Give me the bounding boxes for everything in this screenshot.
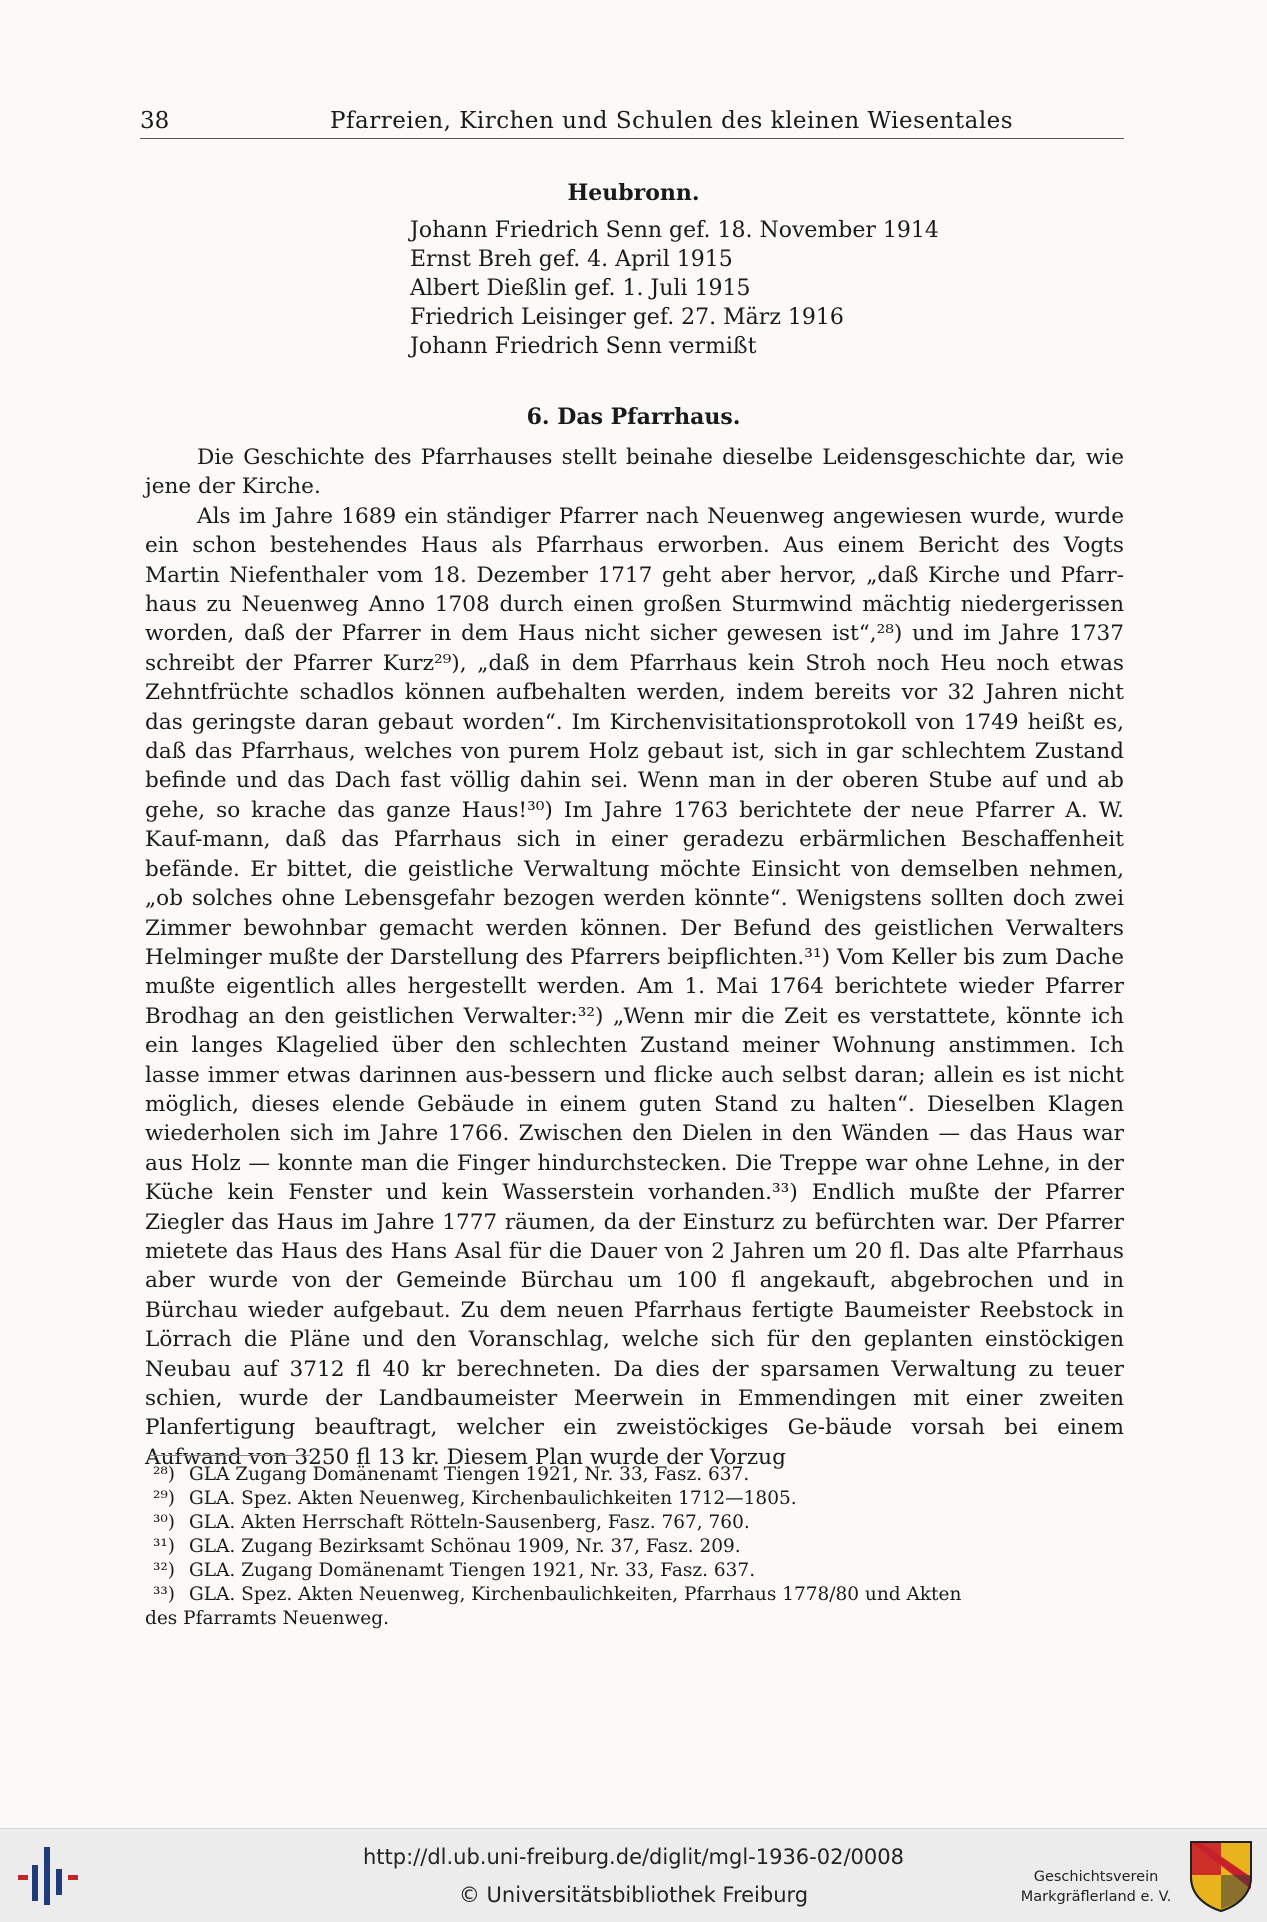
footnote-continuation: des Pfarramts Neuenweg.: [145, 1608, 389, 1629]
body-text: [145, 443, 1124, 1472]
footnote-text: GLA. Akten Herrschaft Rötteln-Sausenberg, Fasz. 767, 760.: [189, 1512, 750, 1533]
footnote-mark: ³³): [152, 1584, 175, 1605]
footnote-mark: ³²): [152, 1560, 175, 1581]
list-item: Albert Dießlin gef. 1. Juli 1915: [410, 276, 751, 301]
society-name-line: Markgräflerland e. V.: [1020, 1889, 1172, 1905]
footnote: [145, 1463, 1124, 1487]
footnote-mark: ³⁰): [152, 1512, 175, 1533]
section-title-heubronn: Heubronn.: [567, 180, 700, 206]
list-item: Friedrich Leisinger gef. 27. März 1916: [410, 305, 844, 330]
paragraph: Die Geschichte des Pfarrhauses stellt beinahe dieselbe Leidensgeschichte dar, wie jene der Kirche.: [145, 445, 1124, 500]
list-item: Ernst Breh gef. 4. April 1915: [410, 247, 733, 272]
footnote: [145, 1487, 1124, 1511]
page-number: 38: [140, 108, 170, 134]
permalink-url[interactable]: http://dl.ub.uni-freiburg.de/diglit/mgl-1936-02/0008: [362, 1845, 904, 1869]
footnotes: [145, 1463, 1124, 1631]
footnote-mark: ²⁹): [152, 1488, 175, 1509]
list-item: Johann Friedrich Senn gef. 18. November 1914: [410, 218, 939, 243]
footnote-text: GLA. Spez. Akten Neuenweg, Kirchenbaulichkeiten 1712—1805.: [189, 1488, 797, 1509]
footnote: [145, 1559, 1124, 1583]
footnote: [145, 1511, 1124, 1535]
list-item: Johann Friedrich Senn vermißt: [410, 334, 757, 359]
footnote-text: GLA. Zugang Domänenamt Tiengen 1921, Nr. 33, Fasz. 637.: [189, 1560, 756, 1581]
coat-of-arms-icon: [1188, 1839, 1254, 1913]
society-name-line: Geschichtsverein: [1033, 1869, 1159, 1885]
society-name: [1016, 1867, 1176, 1907]
footnote-divider: [150, 1455, 310, 1456]
footnote-text: GLA. Zugang Bezirksamt Schönau 1909, Nr. 37, Fasz. 209.: [189, 1536, 741, 1557]
paragraph: Als im Jahre 1689 ein ständiger Pfarrer nach Neuenweg angewiesen wurde, wurde ein schon bestehendes Haus als Pfarrhaus erworben. Aus einem Bericht des Vogts Martin Niefenthaler vom 18. Dezember 1717 geht aber hervor, „daß Kirche und Pfarr-haus zu Neuenweg Anno 1708 durch einen großen Sturmwind mächtig niedergerissen worden, daß der Pfarrer in dem Haus nicht sicher gewesen ist“,²⁸) und im Jahre 1737 schreibt der Pfarrer Kurz²⁹), „daß in dem Pfarrhaus kein Stroh noch Heu noch etwas Zehntfrüchte schadlos können aufbehalten werden, indem bereits vor 32 Jahren nicht das geringste daran gebaut worden“. Im Kirchenvisitationsprotokoll von 1749 heißt es, daß das Pfarrhaus, welches von purem Holz gebaut ist, sich in gar schlechtem Zustand befinde und das Dach fast völlig dahin sei. Wenn man in der oberen Stube auf und ab gehe, so krache das ganze Haus!³⁰) Im Jahre 1763 berichtete der neue Pfarrer A. W. Kauf-mann, daß das Pfarrhaus sich in einer geradezu erbärmlichen Beschaffenheit befände. Er bittet, die geistliche Verwaltung möchte Einsicht von demselben nehmen, „ob solches ohne Lebensgefahr bezogen werden könnte“. Wenigstens sollten doch zwei Zimmer bewohnbar gemacht werden können. Der Befund des geistlichen Verwalters Helminger mußte der Darstellung des Pfarrers beipflichten.³¹) Vom Keller bis zum Dache mußte eigentlich alles hergestellt werden. Am 1. Mai 1764 berichtete wieder Pfarrer Brodhag an den geistlichen Verwalter:³²) „Wenn mir die Zeit es verstattete, könnte ich ein langes Klagelied über den schlechten Zustand meiner Wohnung anstimmen. Ich lasse immer etwas darinnen aus-bessern und flicke auch selbst daran; allein es ist nicht möglich, dieses elende Gebäude in einem guten Stand zu halten“. Dieselben Klagen wiederholen sich im Jahre 1766. Zwischen den Dielen in den Wänden — das Haus war aus Holz — konnte man die Finger hindurchstecken. Die Treppe war ohne Lehne, in der Küche kein Fenster und kein Wasserstein vorhanden.³³) Endlich mußte der Pfarrer Ziegler das Haus im Jahre 1777 räumen, da der Einsturz zu befürchten war. Der Pfarrer mietete das Haus des Hans Asal für die Dauer von 2 Jahren um 20 fl. Das alte Pfarrhaus aber wurde von der Gemeinde Bürchau um 100 fl angekauft, abgebrochen und in Bürchau wieder aufgebaut. Zu dem neuen Pfarrhaus fertigte Baumeister Reebstock in Lörrach die Pläne und den Voranschlag, welche sich für den geplanten einstöckigen Neubau auf 3712 fl 40 kr berechneten. Da dies der sparsamen Verwaltung zu teuer schien, wurde der Landbaumeister Meerwein in Emmendingen mit einer zweiten Planfertigung beauftragt, welcher ein zweistöckiges Ge-bäude vorsah bei einem Aufwand von 3250 fl 13 kr. Diesem Plan wurde der Vorzug: [145, 503, 1124, 1470]
fallen-soldiers-list: [410, 216, 939, 361]
copyright-notice: © Universitätsbibliothek Freiburg: [458, 1883, 809, 1907]
footnote-text: GLA Zugang Domänenamt Tiengen 1921, Nr. 33, Fasz. 637.: [189, 1464, 750, 1485]
running-head: [140, 108, 1124, 139]
footnote: [145, 1535, 1124, 1559]
footnote-mark: ³¹): [152, 1536, 175, 1557]
footnote-text: GLA. Spez. Akten Neuenweg, Kirchenbaulichkeiten, Pfarrhaus 1778/80 und Akten: [189, 1584, 962, 1605]
running-title: Pfarreien, Kirchen und Schulen des kleinen Wiesentales: [330, 108, 1014, 134]
viewer-footer-banner: [0, 1828, 1267, 1922]
section-title-pfarrhaus: 6. Das Pfarrhaus.: [526, 404, 741, 430]
footnote-mark: ²⁸): [152, 1464, 175, 1485]
footnote: [145, 1583, 1124, 1607]
